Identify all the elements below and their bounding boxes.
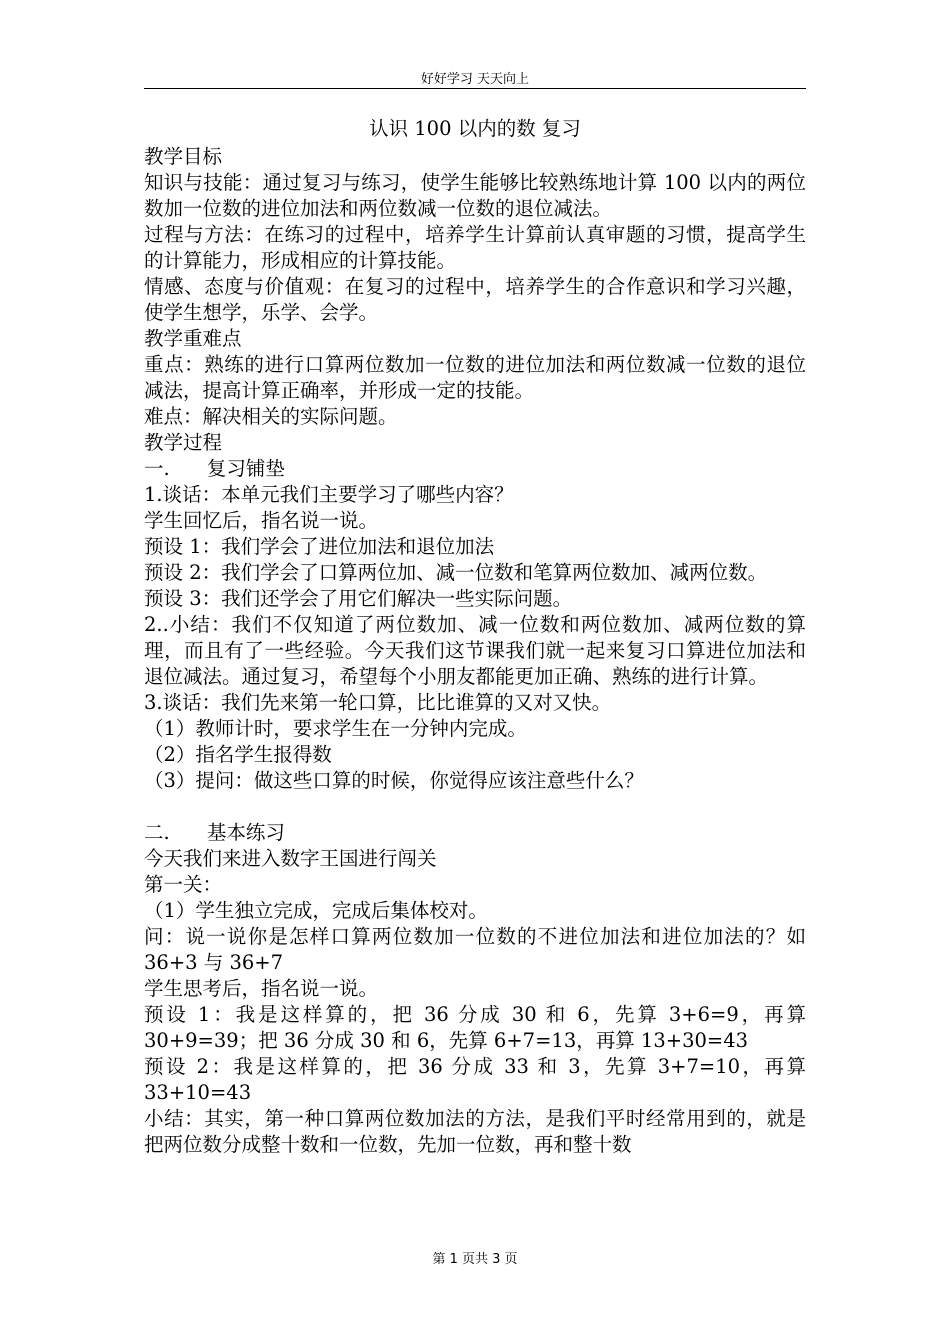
blank-line (144, 794, 806, 820)
paragraph: 学生思考后，指名说一说。 (144, 977, 379, 1000)
paragraph: （1）教师计时，要求学生在一分钟内完成。 (144, 717, 527, 740)
paragraph: 小结：其实，第一种口算两位数加法的方法，是我们平时经常用到的，就是把两位数分成整十数和一位数，先加一位数，再和整十数 (144, 1107, 806, 1156)
subsection-heading: 二. 基本练习 (144, 821, 285, 844)
paragraph: 重点：熟练的进行口算两位数加一位数的进位加法和两位数减一位数的退位减法，提高计算正确率，并形成一定的技能。 (144, 353, 806, 402)
page-header: 好好学习 天天向上 (420, 72, 530, 87)
paragraph: 1.谈话：本单元我们主要学习了哪些内容？ (144, 483, 514, 506)
paragraph: （3）提问：做这些口算的时候，你觉得应该注意些什么？ (144, 769, 644, 792)
paragraph: 预设 1：我是这样算的，把 36 分成 30 和 6，先算 3+6=9，再算 30+9=39；把 36 分成 30 和 6，先算 6+7=13，再算 13+30=43 (144, 1003, 806, 1052)
paragraph: 过程与方法：在练习的过程中，培养学生计算前认真审题的习惯，提高学生的计算能力，形成相应的计算技能。 (144, 223, 806, 272)
paragraph: 2..小结：我们不仅知道了两位数加、减一位数和两位数加、减两位数的算理，而且有了一些经验。今天我们这节课我们就一起来复习口算进位加法和退位减法。通过复习，希望每个小朋友都能更加正确、熟练的进行计算。 (144, 613, 806, 688)
paragraph: （1）学生独立完成，完成后集体校对。 (144, 899, 488, 922)
subsection-heading: 一. 复习铺垫 (144, 457, 285, 480)
section-heading: 教学重难点 (144, 327, 242, 350)
paragraph: 3.谈话：我们先来第一轮口算，比比谁算的又对又快。 (144, 691, 612, 714)
paragraph: 预设 1：我们学会了进位加法和退位加法 (144, 535, 495, 558)
header-divider (144, 88, 806, 89)
document-title: 认识 100 以内的数 复习 (369, 117, 581, 140)
paragraph: 第一关： (144, 873, 223, 896)
paragraph: （2）指名学生报得数 (144, 743, 332, 766)
paragraph: 问：说一说你是怎样口算两位数加一位数的不进位加法和进位加法的？如 36+3 与 36+7 (144, 925, 806, 974)
paragraph: 预设 2：我们学会了口算两位加、减一位数和笔算两位数加、减两位数。 (144, 561, 768, 584)
paragraph: 知识与技能：通过复习与练习，使学生能够比较熟练地计算 100 以内的两位数加一位数的进位加法和两位数减一位数的退位减法。 (144, 171, 806, 220)
paragraph: 学生回忆后，指名说一说。 (144, 509, 379, 532)
section-heading: 教学目标 (144, 145, 223, 168)
paragraph: 预设 2：我是这样算的，把 36 分成 33 和 3，先算 3+7=10，再算 33+10=43 (144, 1055, 806, 1104)
page-footer: 第 1 页共 3 页 (432, 1252, 518, 1267)
section-heading: 教学过程 (144, 431, 223, 454)
paragraph: 今天我们来进入数字王国进行闯关 (144, 847, 437, 870)
paragraph: 预设 3：我们还学会了用它们解决一些实际问题。 (144, 587, 573, 610)
document-body (144, 116, 806, 1158)
paragraph: 难点：解决相关的实际问题。 (144, 405, 398, 428)
paragraph: 情感、态度与价值观：在复习的过程中，培养学生的合作意识和学习兴趣，使学生想学，乐学、会学。 (144, 275, 806, 324)
